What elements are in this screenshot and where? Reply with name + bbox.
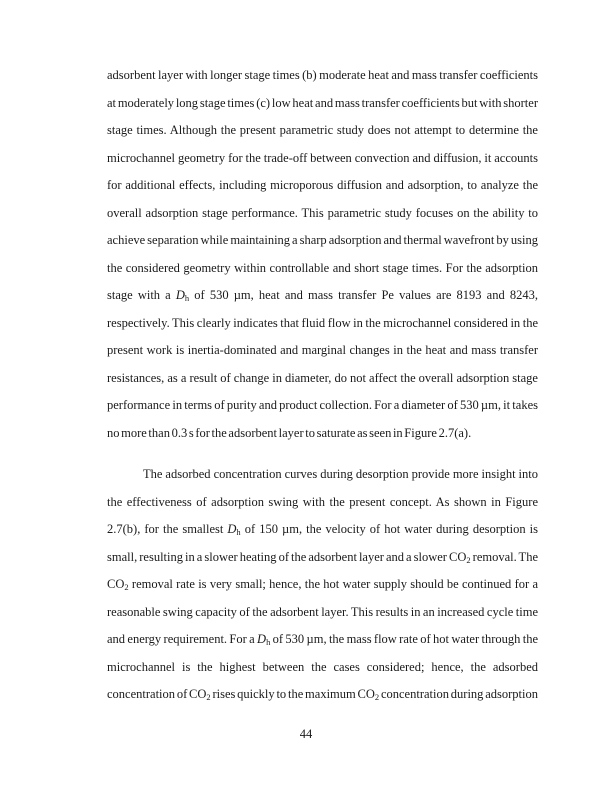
- text-line: 2.7(b), for the smallest $D_h$ of 150 µm, the velocity of hot water during desorption is: [107, 522, 538, 538]
- text-line: at moderately long stage times (c) low heat and mass transfer coefficients but with shorter: [107, 95, 538, 110]
- text-line: microchannel is the highest between the cases considered; hence, the adsorbed: [107, 659, 538, 674]
- text-line: no more than 0.3 s for the adsorbent layer to saturate as seen in Figure 2.7(a).: [107, 425, 472, 440]
- text-line: achieve separation while maintaining a sharp adsorption and thermal wavefront by using: [107, 233, 538, 247]
- text-line: the effectiveness of adsorption swing with the present concept. As shown in Figure: [107, 494, 538, 509]
- text-line: performance in terms of purity and product collection. For a diameter of 530 µm, it takes: [107, 398, 538, 412]
- text-line: respectively. This clearly indicates that fluid flow in the microchannel considered in the: [107, 315, 538, 330]
- text-line: and energy requirement. For a $D_h$ of 530 µm, the mass flow rate of hot water through the: [107, 632, 538, 648]
- text-line: resistances, as a result of change in diameter, do not affect the overall adsorption stage: [107, 370, 538, 385]
- paragraph: [107, 461, 538, 709]
- text-line: for additional effects, including microporous diffusion and adsorption, to analyze the: [107, 178, 538, 192]
- page-number: 44: [299, 727, 313, 741]
- text-line: concentration of $CO_2$ rises quickly to the maximum $CO_2$ concentration during adsorption: [107, 687, 538, 703]
- text-line: The adsorbed concentration curves during desorption provide more insight into: [143, 467, 538, 481]
- text-line: stage times. Although the present parametric study does not attempt to determine the: [107, 123, 538, 137]
- text-line: present work is inertia-dominated and marginal changes in the heat and mass transfer: [107, 343, 538, 357]
- text-line: small, resulting in a slower heating of the adsorbent layer and a slower $CO_2$ removal. The: [107, 549, 538, 565]
- text-line: overall adsorption stage performance. This parametric study focuses on the ability to: [107, 205, 538, 220]
- text-line: $CO_2$ removal rate is very small; hence, the hot water supply should be continued for a: [107, 577, 538, 593]
- text-line: microchannel geometry for the trade-off between convection and diffusion, it accounts: [107, 150, 538, 165]
- text-line: stage with a $D_h$ of 530 µm, heat and mass transfer Pe values are 8193 and 8243,: [107, 288, 538, 304]
- text-line: adsorbent layer with longer stage times (b) moderate heat and mass transfer coefficients: [107, 68, 538, 82]
- page-text-content: [107, 62, 538, 709]
- text-line: reasonable swing capacity of the adsorbent layer. This results in an increased cycle time: [107, 604, 538, 619]
- paragraph: [107, 62, 538, 447]
- text-line: the considered geometry within controllable and short stage times. For the adsorption: [107, 260, 538, 275]
